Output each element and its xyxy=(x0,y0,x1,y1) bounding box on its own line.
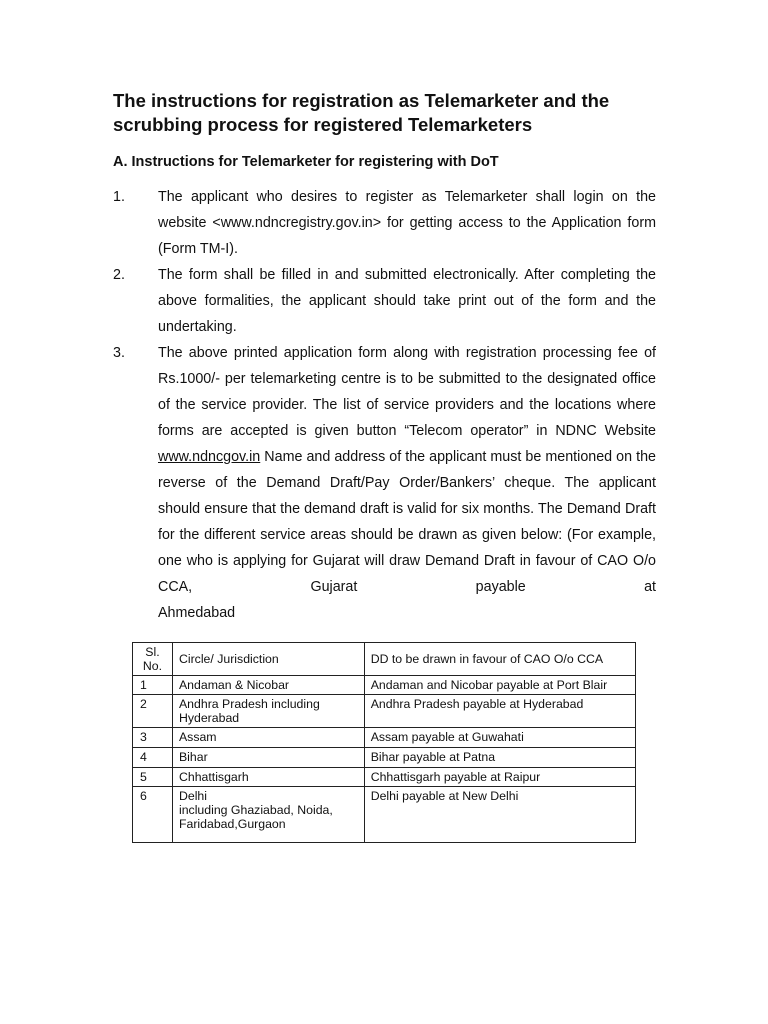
table-row xyxy=(133,728,636,748)
item-number: 2. xyxy=(113,267,125,283)
header-sl-no: Sl. No. xyxy=(133,643,173,676)
cell-sl-no: 2 xyxy=(133,695,173,728)
cell-circle: Andaman & Nicobar xyxy=(172,676,364,695)
table-header-row xyxy=(133,643,636,676)
item-text-part: Name and address of the applicant must be mentioned on the reverse of the Demand Draft/Pay Order/Bankers’ cheque. The applicant should ensure that the demand draft is valid for six months. The Demand Draft for the different service areas should be drawn as given below: (For example, one who is applying for Gujarat will draw Demand Draft in favour of CAO O/o CCA, Gujarat payable at xyxy=(158,449,656,595)
table-row xyxy=(133,768,636,787)
cell-dd: Chhattisgarh payable at Raipur xyxy=(364,768,635,787)
instructions-list xyxy=(113,184,656,626)
table-row xyxy=(133,787,636,843)
item-text: The form shall be filled in and submitted electronically. After completing the above formalities, the applicant should take print out of the form and the undertaking. xyxy=(158,267,656,335)
cell-circle: Delhi including Ghaziabad, Noida, Faridabad,Gurgaon xyxy=(172,787,364,843)
cell-dd: Bihar payable at Patna xyxy=(364,748,635,768)
cell-sl-no: 1 xyxy=(133,676,173,695)
item-text-part: The above printed application form along with registration processing fee of Rs.1000/- per telemarketing centre is to be submitted to the designated office of the service provider. The list of service providers and the locations where forms are accepted is given button “Telecom operator” in NDNC Website xyxy=(158,345,656,439)
item-number: 1. xyxy=(113,189,125,205)
table-row xyxy=(133,695,636,728)
table-row xyxy=(133,748,636,768)
ndnc-website-link[interactable]: www.ndncgov.in xyxy=(158,449,261,465)
cell-circle: Andhra Pradesh including Hyderabad xyxy=(172,695,364,728)
section-heading: A. Instructions for Telemarketer for registering with DoT xyxy=(113,154,499,170)
table-row xyxy=(133,676,636,695)
dd-table xyxy=(132,642,636,843)
item-text-end: Ahmedabad xyxy=(158,605,236,621)
list-item xyxy=(113,184,656,262)
cell-dd: Andhra Pradesh payable at Hyderabad xyxy=(364,695,635,728)
cell-dd: Delhi payable at New Delhi xyxy=(364,787,635,843)
item-text xyxy=(158,340,656,600)
page-title: The instructions for registration as Telemarketer and the scrubbing process for registered Telemarketers xyxy=(113,90,610,135)
cell-sl-no: 4 xyxy=(133,748,173,768)
cell-circle: Assam xyxy=(172,728,364,748)
cell-circle: Bihar xyxy=(172,748,364,768)
cell-dd: Andaman and Nicobar payable at Port Blair xyxy=(364,676,635,695)
cell-dd: Assam payable at Guwahati xyxy=(364,728,635,748)
cell-sl-no: 6 xyxy=(133,787,173,843)
list-item xyxy=(113,340,656,626)
item-text: The applicant who desires to register as Telemarketer shall login on the website <www.ndncregistry.gov.in> for getting access to the Application form (Form TM-I). xyxy=(158,189,656,257)
cell-circle: Chhattisgarh xyxy=(172,768,364,787)
cell-sl-no: 3 xyxy=(133,728,173,748)
header-circle: Circle/ Jurisdiction xyxy=(172,643,364,676)
item-number: 3. xyxy=(113,345,125,361)
cell-sl-no: 5 xyxy=(133,768,173,787)
header-dd: DD to be drawn in favour of CAO O/o CCA xyxy=(364,643,635,676)
list-item xyxy=(113,262,656,340)
